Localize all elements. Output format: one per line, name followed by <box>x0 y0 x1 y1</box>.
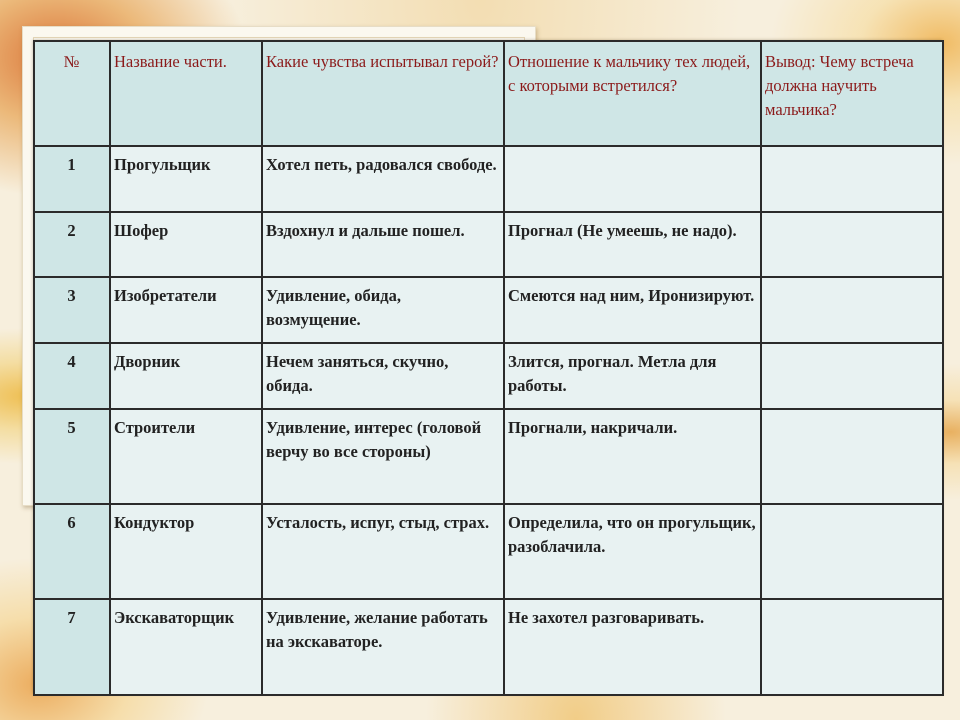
table-row <box>34 599 943 695</box>
row-conclusion <box>761 343 943 409</box>
row-feelings: Удивление, интерес (головой верчу во все стороны) <box>262 409 504 504</box>
row-part-name: Прогульщик <box>110 146 262 212</box>
row-attitude: Прогнал (Не умеешь, не надо). <box>504 212 761 277</box>
header-attitude: Отношение к мальчику тех людей, с которыми встретился? <box>504 41 761 146</box>
row-attitude: Смеются над ним, Иронизируют. <box>504 277 761 343</box>
row-number: 1 <box>34 146 110 212</box>
row-part-name: Строители <box>110 409 262 504</box>
row-attitude: Злится, прогнал. Метла для работы. <box>504 343 761 409</box>
row-number: 7 <box>34 599 110 695</box>
row-conclusion <box>761 146 943 212</box>
row-feelings: Удивление, желание работать на экскаваторе. <box>262 599 504 695</box>
table-row <box>34 409 943 504</box>
row-conclusion <box>761 212 943 277</box>
row-conclusion <box>761 599 943 695</box>
header-conclusion: Вывод: Чему встреча должна научить мальчика? <box>761 41 943 146</box>
row-number: 6 <box>34 504 110 599</box>
table-header-row <box>34 41 943 146</box>
table-row <box>34 504 943 599</box>
row-number: 5 <box>34 409 110 504</box>
row-feelings: Удивление, обида, возмущение. <box>262 277 504 343</box>
row-part-name: Экскаваторщик <box>110 599 262 695</box>
row-conclusion <box>761 277 943 343</box>
row-number: 4 <box>34 343 110 409</box>
row-feelings: Усталость, испуг, стыд, страх. <box>262 504 504 599</box>
header-feelings: Какие чувства испытывал герой? <box>262 41 504 146</box>
table-row <box>34 146 943 212</box>
row-attitude <box>504 146 761 212</box>
story-analysis-table-container <box>33 40 942 694</box>
row-feelings: Хотел петь, радовался свободе. <box>262 146 504 212</box>
row-attitude: Прогнали, накричали. <box>504 409 761 504</box>
table-row <box>34 343 943 409</box>
story-analysis-table <box>33 40 944 696</box>
row-number: 3 <box>34 277 110 343</box>
row-conclusion <box>761 409 943 504</box>
row-feelings: Вздохнул и дальше пошел. <box>262 212 504 277</box>
row-number: 2 <box>34 212 110 277</box>
row-part-name: Дворник <box>110 343 262 409</box>
header-number: № <box>34 41 110 146</box>
row-conclusion <box>761 504 943 599</box>
row-attitude: Не захотел разговаривать. <box>504 599 761 695</box>
table-row <box>34 212 943 277</box>
row-feelings: Нечем заняться, скучно, обида. <box>262 343 504 409</box>
row-part-name: Шофер <box>110 212 262 277</box>
table-row <box>34 277 943 343</box>
header-part-name: Название части. <box>110 41 262 146</box>
row-attitude: Определила, что он прогульщик, разоблачила. <box>504 504 761 599</box>
row-part-name: Кондуктор <box>110 504 262 599</box>
row-part-name: Изобретатели <box>110 277 262 343</box>
